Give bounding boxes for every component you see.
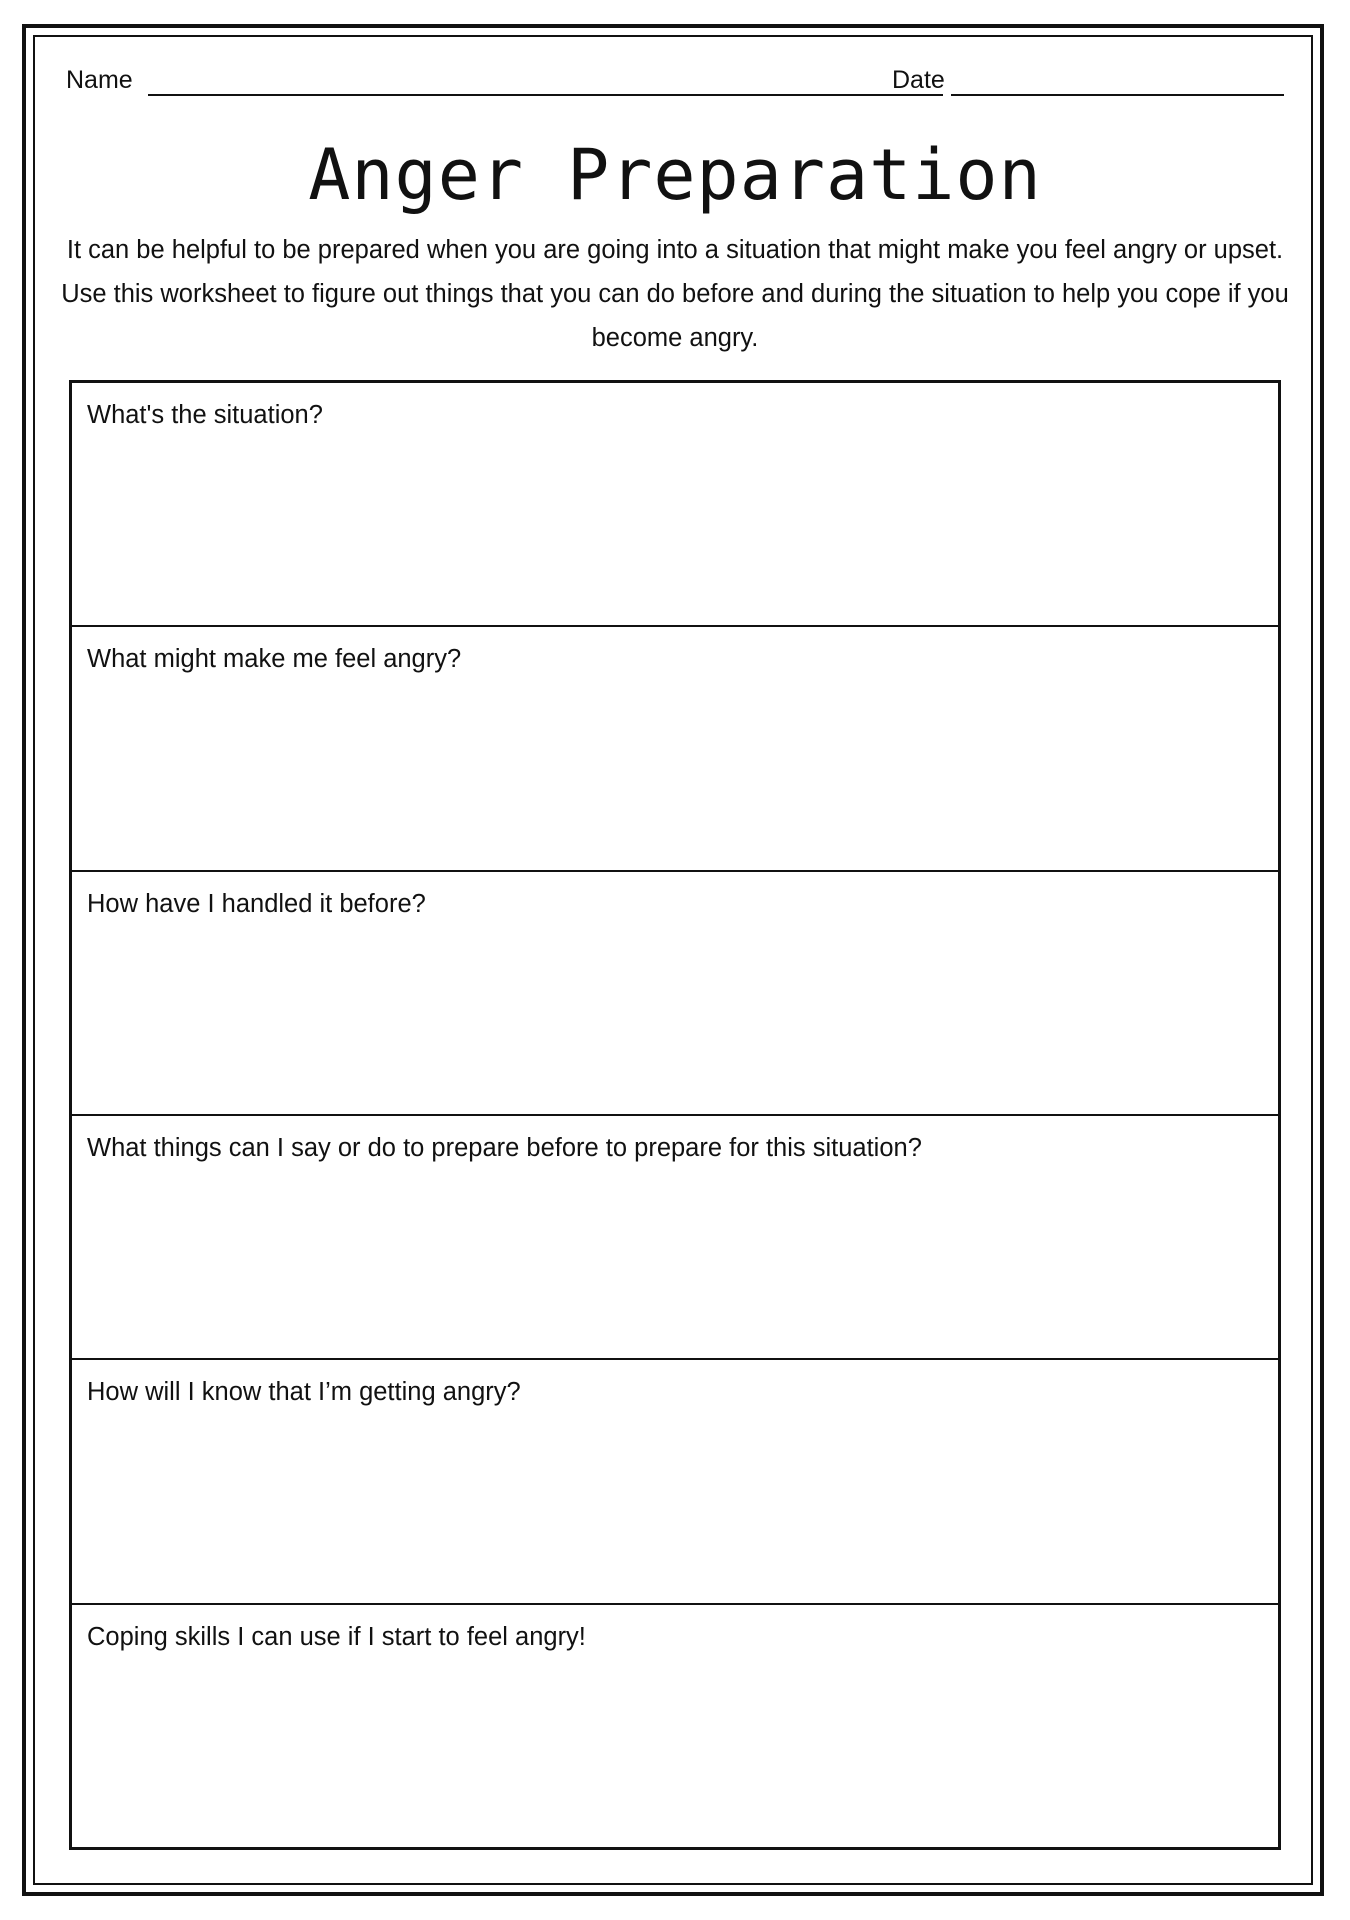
name-field[interactable] <box>148 94 943 96</box>
section-prompt: Coping skills I can use if I start to feel angry! <box>87 1622 586 1651</box>
answer-area[interactable] <box>72 1420 1278 1602</box>
worksheet-table <box>69 380 1281 1850</box>
date-label: Date <box>892 66 945 94</box>
section-situation <box>72 383 1278 627</box>
answer-area[interactable] <box>72 443 1278 625</box>
answer-area[interactable] <box>72 1665 1278 1847</box>
page-title: Anger Preparation <box>308 134 1042 216</box>
date-field[interactable] <box>951 94 1284 96</box>
section-prompt: How will I know that I’m getting angry? <box>87 1378 521 1407</box>
section-triggers <box>72 627 1278 871</box>
section-coping-skills <box>72 1605 1278 1847</box>
section-preparation <box>72 1116 1278 1360</box>
section-past-handling <box>72 872 1278 1116</box>
header <box>66 62 1284 102</box>
intro-text: It can be helpful to be prepared when you are going into a situation that might make you feel angry or upset. Use this worksheet to figure out things that you can do before and during the situation to help you cope if you become angry. <box>61 236 1289 352</box>
name-label: Name <box>66 66 133 94</box>
answer-area[interactable] <box>72 1176 1278 1358</box>
section-prompt: How have I handled it before? <box>87 889 426 918</box>
section-prompt: What's the situation? <box>87 401 323 429</box>
section-warning-signs <box>72 1360 1278 1604</box>
answer-area[interactable] <box>72 687 1278 869</box>
section-prompt: What might make me feel angry? <box>87 645 462 674</box>
answer-area[interactable] <box>72 932 1278 1114</box>
section-prompt: What things can I say or do to prepare before to prepare for this situation? <box>87 1133 922 1162</box>
